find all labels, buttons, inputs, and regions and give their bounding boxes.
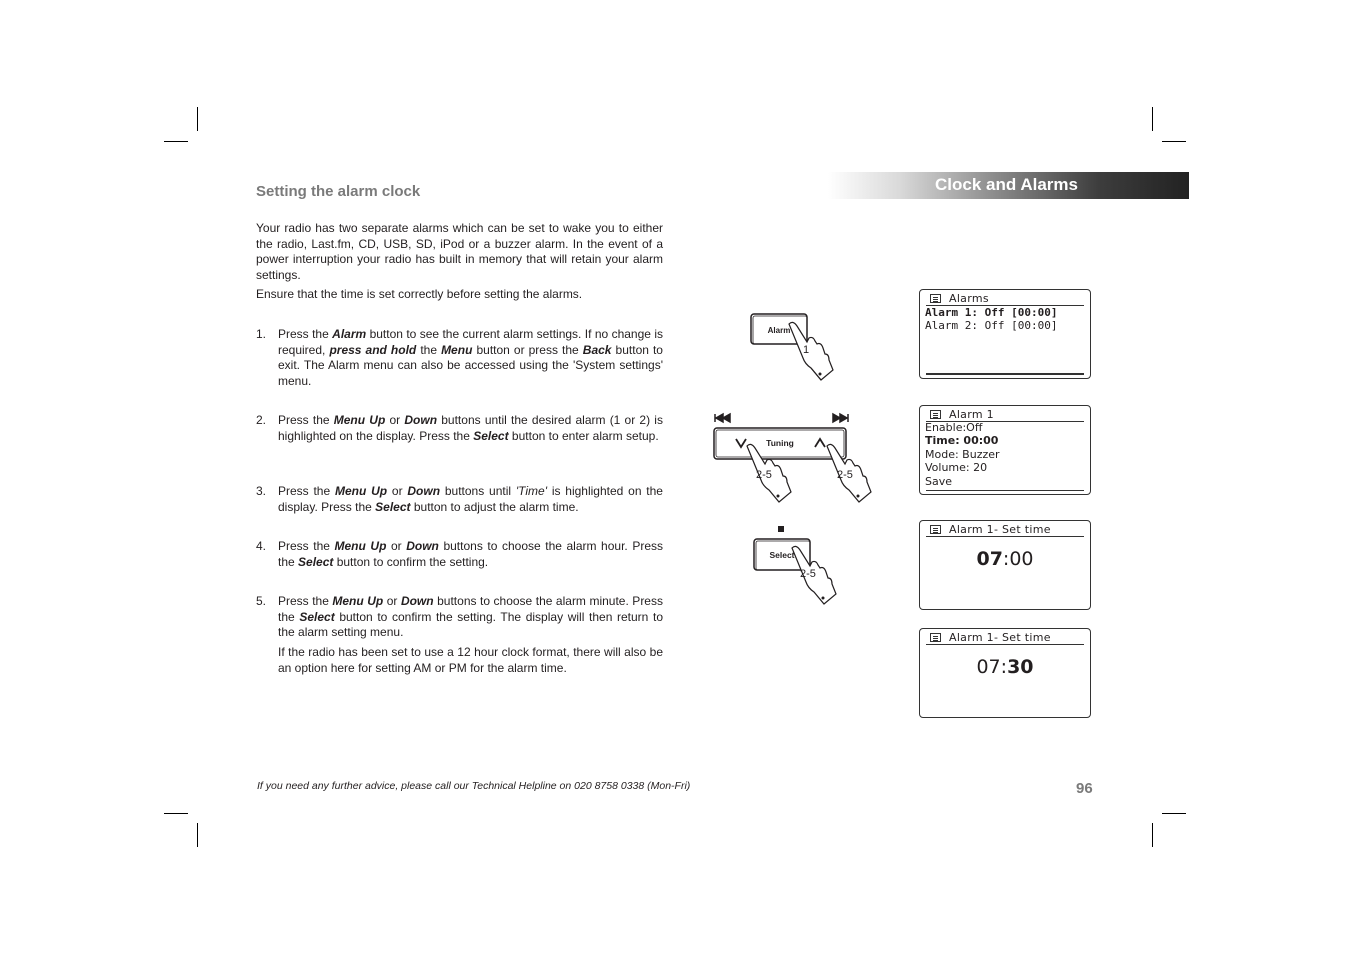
crop-mark	[197, 823, 198, 847]
crop-mark	[164, 813, 188, 814]
lcd-display-alarm-1	[919, 405, 1091, 495]
crop-mark	[197, 107, 198, 131]
display-title: Alarms	[949, 292, 989, 305]
skip-back-icon	[715, 414, 730, 422]
select-button-label: Select	[769, 550, 795, 560]
menu-icon	[930, 294, 941, 303]
chapter-title: Clock and Alarms	[935, 175, 1078, 194]
time-hour: 07	[976, 548, 1003, 570]
display-header	[926, 292, 1084, 306]
time-readout: 07:00	[976, 548, 1034, 570]
time-minute: 00	[1009, 548, 1034, 570]
lcd-display-set-time-minute	[919, 628, 1091, 718]
display-rule	[926, 373, 1084, 375]
crop-mark	[1152, 107, 1153, 131]
page-number: 96	[1076, 780, 1093, 797]
crop-mark	[1162, 141, 1186, 142]
alarm-button-label: Alarm	[767, 326, 791, 335]
intro-note: Ensure that the time is set correctly before setting the alarms.	[256, 287, 583, 301]
display-line: Enable:Off	[925, 421, 983, 434]
menu-icon	[930, 525, 941, 534]
step-number: 5.	[256, 594, 267, 608]
step-text: Press the Menu Up or Down buttons to choose the alarm hour. Press the Select button to confirm the setting.	[278, 539, 663, 569]
display-line: Alarm 2: Off [00:00]	[925, 319, 1058, 332]
display-line: Volume: 20	[925, 461, 988, 474]
display-title: Alarm 1- Set time	[949, 523, 1051, 536]
step-callout: 2-5	[837, 469, 853, 481]
display-title: Alarm 1	[949, 408, 994, 421]
step-number: 4.	[256, 539, 267, 553]
display-header	[926, 523, 1084, 537]
step-text: Press the Menu Up or Down buttons to choose the alarm minute. Press the Select button to confirm the setting. The display will then return to the alarm setting menu.	[278, 594, 663, 639]
display-line-selected: Time: 00:00	[925, 434, 999, 447]
step-callout: 2-5	[800, 568, 816, 580]
display-line-selected: Alarm 1: Off [00:00]	[925, 306, 1058, 319]
step-text: Press the Menu Up or Down buttons until 'Time' is highlighted on the display. Press the Select button to adjust the alarm time.	[278, 484, 663, 514]
select-button-illustration	[748, 522, 848, 610]
alarm-button-illustration	[745, 308, 845, 386]
display-header	[926, 631, 1084, 645]
pointing-hand-icon	[789, 322, 833, 380]
menu-icon	[930, 410, 941, 419]
display-title: Alarm 1- Set time	[949, 631, 1051, 644]
crop-mark	[164, 141, 188, 142]
display-line: Save	[925, 475, 953, 488]
step-note: If the radio has been set to use a 12 hour clock format, there will also be an option here for setting AM or PM for the alarm time.	[278, 645, 663, 675]
display-rule	[926, 490, 1084, 491]
step-number: 1.	[256, 327, 267, 341]
step-number: 3.	[256, 484, 267, 498]
helpline-note: If you need any further advice, please call our Technical Helpline on 020 8758 0338 (Mon-Fri)	[257, 780, 691, 792]
display-line: Mode: Buzzer	[925, 448, 1000, 461]
lcd-display-set-time-hour	[919, 520, 1091, 610]
step-callout: 1	[803, 344, 810, 356]
display-header	[926, 408, 1084, 422]
time-hour: 07	[976, 656, 1001, 678]
crop-mark	[1152, 823, 1153, 847]
crop-mark	[1162, 813, 1186, 814]
tuning-label: Tuning	[766, 438, 794, 448]
time-readout: 07:30	[976, 656, 1034, 678]
skip-forward-icon	[833, 414, 848, 422]
time-minute: 30	[1007, 656, 1034, 678]
stop-icon	[778, 526, 784, 532]
step-text: Press the Menu Up or Down buttons until the desired alarm (1 or 2) is highlighted on the display. Press the Select button to enter alarm setup.	[278, 413, 663, 443]
tuning-buttons-illustration	[705, 408, 883, 512]
step-number: 2.	[256, 413, 267, 427]
intro-paragraph: Your radio has two separate alarms which can be set to wake you to either the radio, Last.fm, CD, USB, SD, iPod or a buzzer alarm. In the event of a power interruption your radio has built in memory that will retain your alarm settings.	[256, 221, 663, 282]
menu-icon	[930, 633, 941, 642]
section-heading: Setting the alarm clock	[256, 183, 421, 200]
step-text: Press the Alarm button to see the current alarm settings. If no change is required, press and hold the Menu button or press the Back button to exit. The Alarm menu can also be accessed using the 'System settings' menu.	[278, 327, 664, 388]
step-callout: 2-5	[756, 469, 772, 481]
lcd-display-alarms	[919, 289, 1091, 379]
